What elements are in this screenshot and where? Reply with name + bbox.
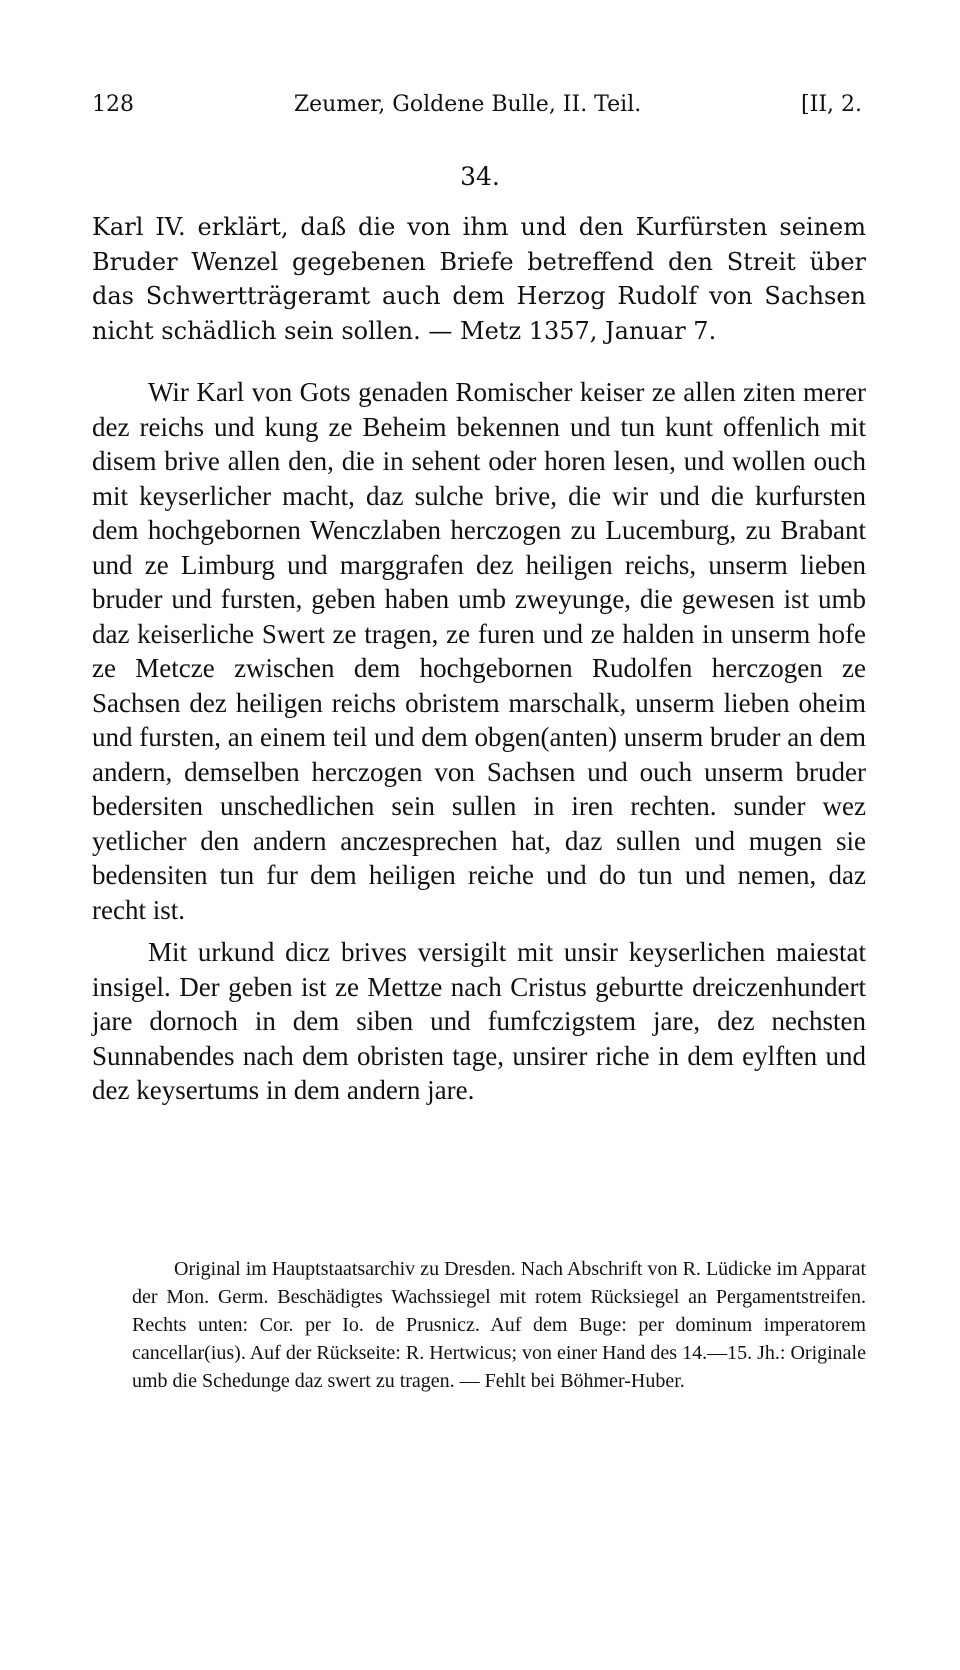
source-note: [132, 1255, 866, 1395]
document-number: 34.: [460, 162, 500, 191]
document-body: [92, 375, 866, 1116]
body-paragraph: Wir Karl von Gots genaden Romischer keiser ze allen ziten merer dez reichs und kung ze Beheim bekennen und tun kunt offenlich mit disem brive allen den, die in sehent oder horen lesen, und wollen ouch mit keyserlicher macht, daz sulche brive, die wir und die kurfursten dem hochgebornen Wenczlaben herczogen zu Lucemburg, zu Brabant und ze Limburg und marggrafen dez heiligen reichs, unserm lieben bruder und fursten, geben haben umb zweyunge, die gewesen ist umb daz keiserliche Swert ze tragen, ze furen und ze halden in unserm hofe ze Metcze zwischen dem hochgebornen Rudolfen herczogen ze Sachsen dez heiligen reichs obristem marschalk, unserm lieben oheim und fursten, an einem teil und dem obgen(anten) unserm bruder an dem andern, demselben herczogen von Sachsen und ouch unserm bruder bedersiten unschedlichen sein sullen in iren rechten. sunder wez yetlicher den andern anczesprechen hat, daz sullen und mugen sie bedensiten tun fur dem heiligen reiche und do tun und nemen, daz recht ist.: [92, 377, 866, 925]
page-number: 128: [92, 92, 134, 117]
section-reference: [II, 2.: [801, 92, 862, 117]
document-heading: Karl IV. erklärt, daß die von ihm und den Kurfürsten seinem Bruder Wenzel gegebenen Briefe betreffend den Streit über das Schwertträgeramt auch dem Herzog Rudolf von Sachsen nicht schädlich sein sollen. — Metz 1357, Januar 7.: [92, 213, 866, 345]
page-header: [92, 92, 862, 117]
body-paragraph: Mit urkund dicz brives versigilt mit unsir keyserlichen maiestat insigel. Der geben ist ze Mettze nach Cristus geburtte dreiczenhundert jare dornoch in dem siben und fumfczigstem jare, dez nechsten Sunnabendes nach dem obristen tage, unsirer riche in dem eylften und dez keysertums in dem andern jare.: [92, 937, 866, 1105]
source-note-text: Original im Hauptstaatsarchiv zu Dresden. Nach Abschrift von R. Lüdicke im Apparat der Mon. Germ. Beschädigtes Wachssiegel mit rotem Rücksiegel an Pergamentstreifen. Rechts unten: Cor. per Io. de Prusnicz. Auf dem Buge: per dominum imperatorem cancellar(ius). Auf der Rückseite: R. Hertwicus; von einer Hand des 14.—15. Jh.: Originale umb die Schedunge daz swert zu tragen. — Fehlt bei Böhmer-Huber.: [132, 1258, 866, 1392]
running-title: Zeumer, Goldene Bulle, II. Teil.: [293, 92, 642, 117]
